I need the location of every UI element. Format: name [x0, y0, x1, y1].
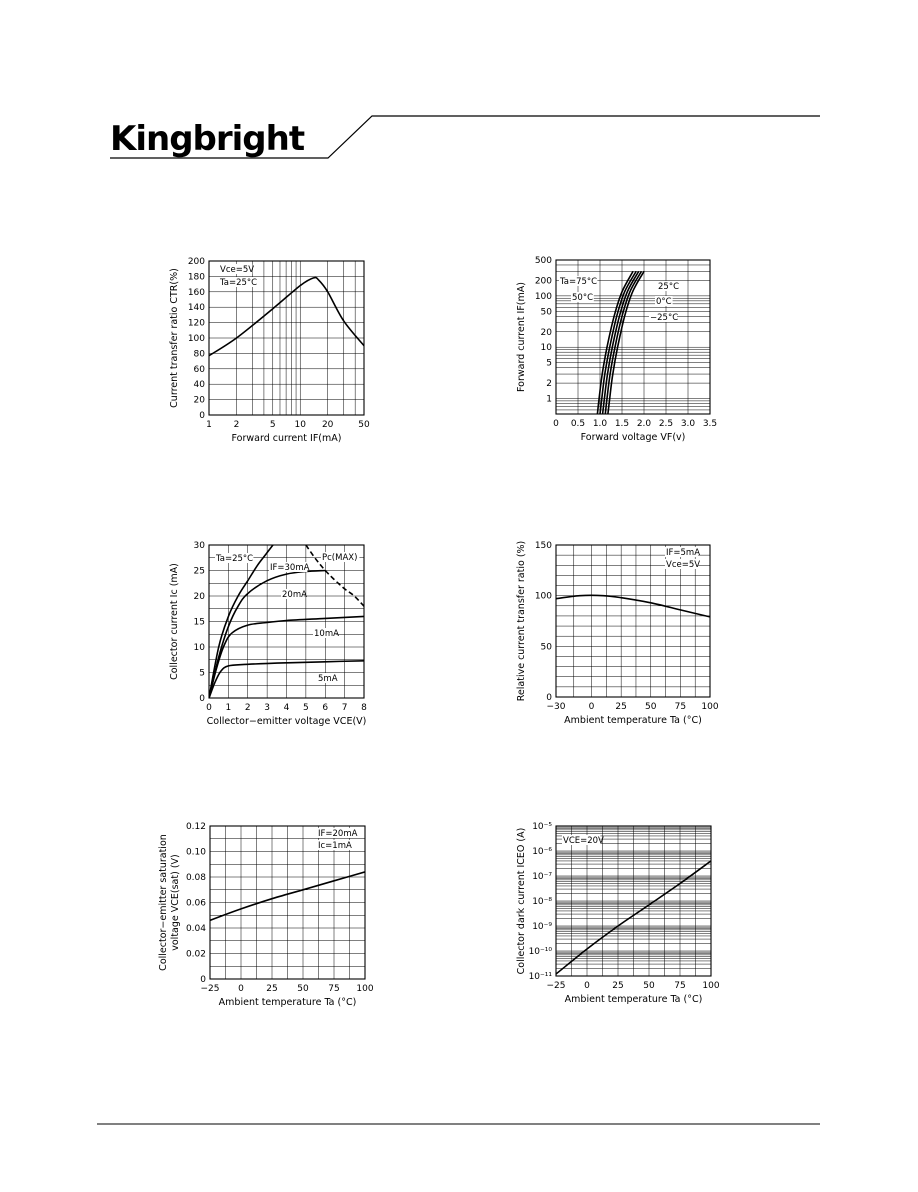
y-tick-label: 0 [546, 693, 552, 703]
x-tick-label: 3.0 [680, 419, 696, 429]
x-tick-label: 50 [358, 420, 370, 430]
x-tick-label: 2.5 [658, 419, 674, 429]
x-tick-label: 25 [266, 984, 278, 994]
y-tick-label: 2 [546, 379, 552, 390]
y-tick-label: 0.12 [185, 822, 206, 832]
annotation-if-vs-vf: 0°C [656, 297, 672, 307]
y-tick-label: 0.04 [185, 924, 206, 934]
x-tick-label: 2.0 [636, 419, 652, 429]
y-tick-label: 10 [193, 643, 205, 653]
y-tick-label: 80 [193, 349, 205, 360]
annotation-ic-vs-vce: 5mA [318, 674, 338, 684]
y-tick-label: 10⁻⁷ [532, 872, 552, 882]
x-tick-label: 20 [321, 420, 334, 430]
y-tick-label: 150 [534, 541, 552, 551]
series-line-ctr-vs-if-0 [209, 278, 364, 356]
annotation-if-vs-vf: −25°C [650, 313, 679, 323]
y-tick-label: 100 [534, 591, 552, 602]
y-tick-label: 120 [187, 318, 205, 329]
annotation-rel-ctr-vs-ta: IF=5mA [666, 548, 701, 558]
y-tick-label: 10⁻¹¹ [528, 972, 552, 982]
charts-layer [158, 256, 720, 1008]
y-tick-label: 0.08 [185, 873, 206, 883]
x-tick-label: 75 [674, 981, 686, 991]
annotation-ic-vs-vce: 20mA [282, 590, 307, 600]
y-tick-label: 200 [187, 257, 205, 267]
x-axis-label: Ambient temperature Ta (°C) [218, 997, 357, 1008]
x-tick-label: 0 [588, 702, 595, 712]
x-tick-label: 1 [225, 703, 232, 713]
x-tick-label: 1 [206, 420, 212, 430]
x-tick-label: 75 [674, 702, 687, 712]
chart-rel-ctr-vs-ta [516, 541, 719, 726]
series-line-rel-ctr-vs-ta-0 [556, 595, 710, 617]
annotation-ctr-vs-if: Ta=25°C [220, 278, 258, 288]
x-tick-label: 50 [643, 981, 655, 991]
y-tick-label: 100 [534, 291, 552, 302]
x-tick-label: 0.5 [570, 419, 586, 429]
y-tick-label: 10⁻⁸ [532, 897, 552, 907]
y-tick-label: 160 [187, 287, 205, 298]
x-axis-label: Forward voltage VF(v) [580, 432, 686, 443]
x-tick-label: 3.5 [702, 419, 718, 429]
y-tick-label: 60 [193, 364, 205, 375]
y-tick-label: 180 [187, 272, 205, 283]
x-tick-label: 0 [238, 984, 244, 994]
x-tick-label: 100 [701, 702, 719, 712]
y-tick-label: 100 [187, 334, 205, 344]
x-tick-label: 25 [615, 702, 627, 712]
y-tick-label: 0.02 [185, 949, 206, 960]
x-tick-label: 0 [584, 981, 590, 991]
annotation-iceo-vs-ta: VCE=20V [563, 836, 604, 846]
y-axis-label: Current transfer ratio CTR(%) [169, 268, 180, 408]
annotation-vcesat-vs-ta: IF=20mA [318, 829, 358, 839]
y-tick-label: 0 [200, 975, 206, 985]
annotation-ic-vs-vce: 10mA [314, 629, 339, 639]
x-tick-label: 25 [612, 981, 624, 991]
y-axis-label: Forward current IF(mA) [516, 282, 527, 392]
y-tick-label: 10⁻¹⁰ [528, 947, 552, 957]
grid-iceo-vs-ta [556, 826, 711, 976]
x-tick-label: 1.0 [592, 419, 608, 429]
y-tick-label: 15 [193, 617, 205, 628]
x-tick-label: 10 [294, 420, 306, 430]
annotation-if-vs-vf: 25°C [658, 282, 680, 292]
x-tick-label: −25 [546, 981, 566, 991]
chart-ic-vs-vce [169, 540, 367, 727]
x-tick-label: 5 [303, 703, 309, 713]
y-tick-label: 500 [534, 256, 552, 266]
annotation-ic-vs-vce: IF=30mA [270, 563, 310, 573]
y-tick-label: 10⁻⁶ [532, 847, 552, 857]
x-tick-label: 100 [356, 984, 374, 994]
x-tick-label: 1.5 [614, 419, 630, 429]
y-tick-label: 50 [540, 307, 552, 318]
y-tick-label: 140 [187, 303, 205, 314]
annotation-ic-vs-vce: Ta=25°C [216, 554, 254, 564]
x-tick-label: 2 [233, 420, 240, 430]
x-tick-label: 4 [283, 703, 290, 713]
x-tick-label: 7 [341, 703, 348, 713]
x-axis-label: Ambient temperature Ta (°C) [564, 715, 702, 726]
x-tick-label: 0 [206, 703, 212, 713]
x-tick-label: −30 [546, 702, 566, 712]
y-axis-label: Collector current Ic (mA) [169, 563, 180, 680]
annotation-vcesat-vs-ta: Ic=1mA [318, 841, 352, 851]
y-tick-label: 20 [193, 592, 205, 602]
x-tick-label: 50 [297, 984, 309, 994]
x-tick-label: 0 [553, 419, 559, 429]
annotation-if-vs-vf: 50°C [572, 293, 594, 303]
x-axis-label: Ambient temperature Ta (°C) [564, 994, 703, 1005]
y-tick-label: 25 [193, 566, 205, 577]
chart-vcesat-vs-ta [158, 822, 374, 1008]
annotation-ctr-vs-if: Vce=5V [220, 265, 255, 275]
y-axis-label: Collector−emitter saturation [158, 834, 169, 971]
y-tick-label: 10 [540, 343, 552, 354]
y-tick-label: 1 [546, 394, 552, 405]
y-tick-label: 10⁻⁹ [532, 922, 552, 932]
y-tick-label: 50 [540, 642, 552, 653]
y-tick-label: 20 [193, 395, 205, 406]
x-tick-label: 50 [645, 702, 657, 712]
chart-iceo-vs-ta [516, 822, 720, 1005]
y-tick-label: 30 [193, 541, 205, 551]
y-tick-label: 0 [199, 694, 205, 704]
y-tick-label: 0.06 [185, 898, 206, 909]
y-tick-label: 10⁻⁵ [532, 822, 552, 832]
y-axis-label-2: voltage VCE(sat) (V) [170, 854, 181, 951]
x-tick-label: 6 [322, 703, 329, 713]
brand-logo: Kingbright [110, 119, 305, 159]
annotation-ic-vs-vce: Pc(MAX) [322, 553, 358, 563]
chart-ctr-vs-if [169, 257, 370, 444]
x-axis-label: Collector−emitter voltage VCE(V) [206, 716, 367, 727]
y-axis-label: Collector dark current ICEO (A) [516, 827, 527, 975]
y-tick-label: 5 [199, 668, 205, 679]
x-tick-label: −25 [200, 984, 220, 994]
x-tick-label: 100 [702, 981, 720, 991]
y-tick-label: 0.10 [185, 847, 206, 858]
y-axis-label: Relative current transfer ratio (%) [516, 540, 527, 702]
x-tick-label: 5 [269, 420, 276, 430]
y-tick-label: 0 [199, 411, 205, 421]
x-tick-label: 8 [361, 703, 367, 713]
y-tick-label: 20 [540, 327, 552, 338]
y-tick-label: 5 [546, 358, 552, 369]
chart-if-vs-vf [516, 256, 717, 443]
x-tick-label: 75 [328, 984, 340, 994]
x-tick-label: 3 [264, 703, 270, 713]
y-tick-label: 200 [534, 276, 552, 287]
annotation-if-vs-vf: Ta=75°C [560, 277, 598, 287]
x-axis-label: Forward current IF(mA) [231, 433, 342, 444]
y-tick-label: 40 [193, 380, 205, 391]
x-tick-label: 2 [244, 703, 251, 713]
annotation-rel-ctr-vs-ta: Vce=5V [666, 560, 701, 570]
